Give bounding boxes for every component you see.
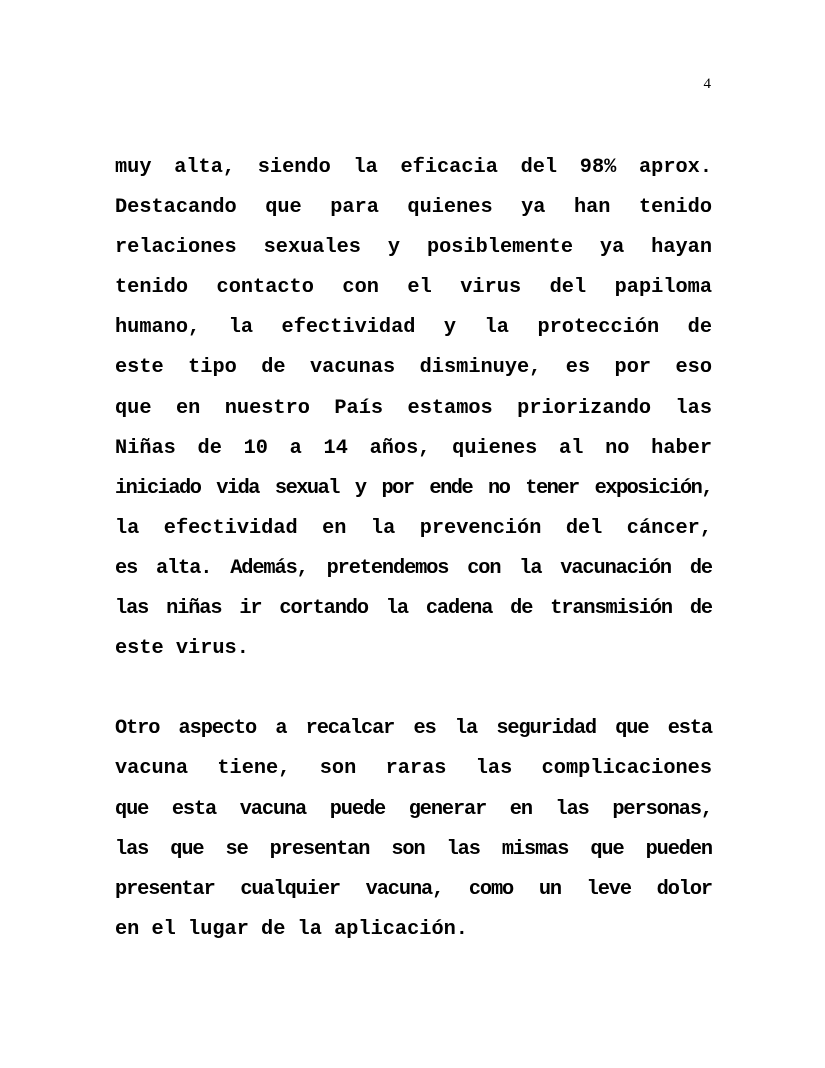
- text-line: vacuna tiene, son raras las complicaciones: [115, 757, 712, 781]
- text-line: es alta. Además, pretendemos con la vacunación de: [115, 556, 712, 580]
- text-line: este virus.: [115, 637, 249, 661]
- text-line: que en nuestro País estamos priorizando las: [115, 396, 712, 420]
- text-line: en el lugar de la aplicación.: [115, 917, 468, 941]
- text-line: tenido contacto con el virus del papiloma: [115, 276, 712, 300]
- paragraph-2: [115, 709, 712, 950]
- page-number: 4: [703, 76, 711, 92]
- text-line: relaciones sexuales y posiblemente ya hayan: [115, 236, 712, 260]
- text-line: que esta vacuna puede generar en las personas,: [115, 797, 712, 821]
- text-line: Otro aspecto a recalcar es la seguridad que esta: [115, 717, 712, 741]
- text-line: iniciado vida sexual y por ende no tener exposición,: [115, 476, 712, 500]
- text-line: humano, la efectividad y la protección de: [115, 316, 712, 340]
- text-line: presentar cualquier vacuna, como un leve dolor: [115, 877, 712, 901]
- text-line: este tipo de vacunas disminuye, es por eso: [115, 356, 712, 380]
- text-line: la efectividad en la prevención del cáncer,: [115, 516, 712, 540]
- text-line: las que se presentan son las mismas que pueden: [115, 837, 712, 861]
- text-line: Niñas de 10 a 14 años, quienes al no haber: [115, 436, 712, 460]
- text-line: Destacando que para quienes ya han tenido: [115, 196, 712, 220]
- text-line: muy alta, siendo la eficacia del 98% aprox.: [115, 156, 712, 179]
- paragraph-gap: [115, 669, 712, 709]
- text-line: las niñas ir cortando la cadena de transmisión de: [115, 597, 712, 621]
- paragraph-1: [115, 148, 712, 669]
- document-body: [115, 148, 712, 950]
